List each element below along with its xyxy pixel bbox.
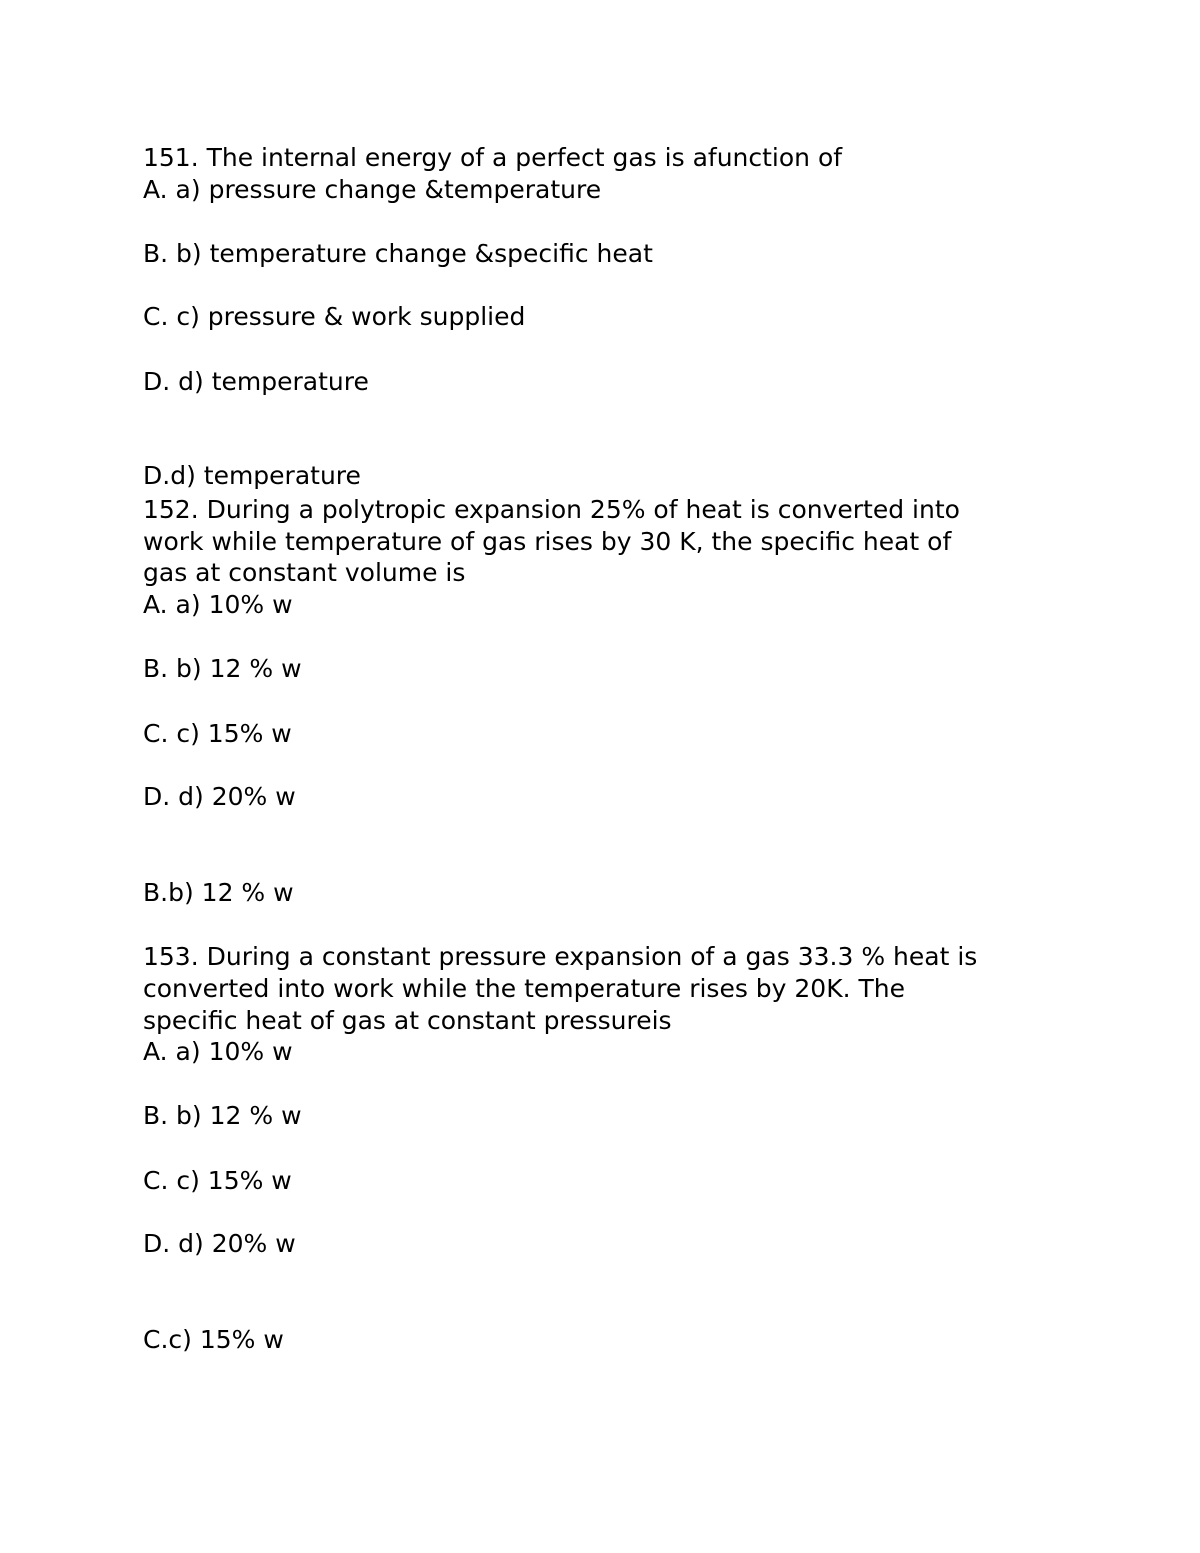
question-153-option-c: C. c) 15% w (143, 1166, 292, 1195)
question-153-answer: C.c) 15% w (143, 1325, 284, 1354)
question-152-option-a: A. a) 10% w (143, 590, 293, 619)
question-153-option-d: D. d) 20% w (143, 1229, 296, 1258)
question-152-text-line-2: work while temperature of gas rises by 30 K, the specific heat of (143, 527, 952, 556)
question-151-option-b: B. b) temperature change &specific heat (143, 239, 653, 268)
question-153-text-line-2: converted into work while the temperature rises by 20K. The (143, 974, 905, 1003)
question-151-option-d: D. d) temperature (143, 367, 369, 396)
question-152-text-line-3: gas at constant volume is (143, 558, 466, 587)
question-151-answer: D.d) temperature (143, 461, 361, 490)
question-153-text-line-1: 153. During a constant pressure expansion of a gas 33.3 % heat is (143, 942, 978, 971)
question-152-answer: B.b) 12 % w (143, 878, 294, 907)
question-152-text-line-1: 152. During a polytropic expansion 25% of heat is converted into (143, 495, 960, 524)
question-151-option-c: C. c) pressure & work supplied (143, 302, 526, 331)
question-153-option-b: B. b) 12 % w (143, 1101, 302, 1130)
question-152-option-c: C. c) 15% w (143, 719, 292, 748)
question-151-text-line-1: 151. The internal energy of a perfect gas is afunction of (143, 143, 843, 172)
question-153-option-a: A. a) 10% w (143, 1037, 293, 1066)
question-152-option-d: D. d) 20% w (143, 782, 296, 811)
question-152-option-b: B. b) 12 % w (143, 654, 302, 683)
question-151-option-a: A. a) pressure change &temperature (143, 175, 602, 204)
question-153-text-line-3: specific heat of gas at constant pressureis (143, 1006, 672, 1035)
